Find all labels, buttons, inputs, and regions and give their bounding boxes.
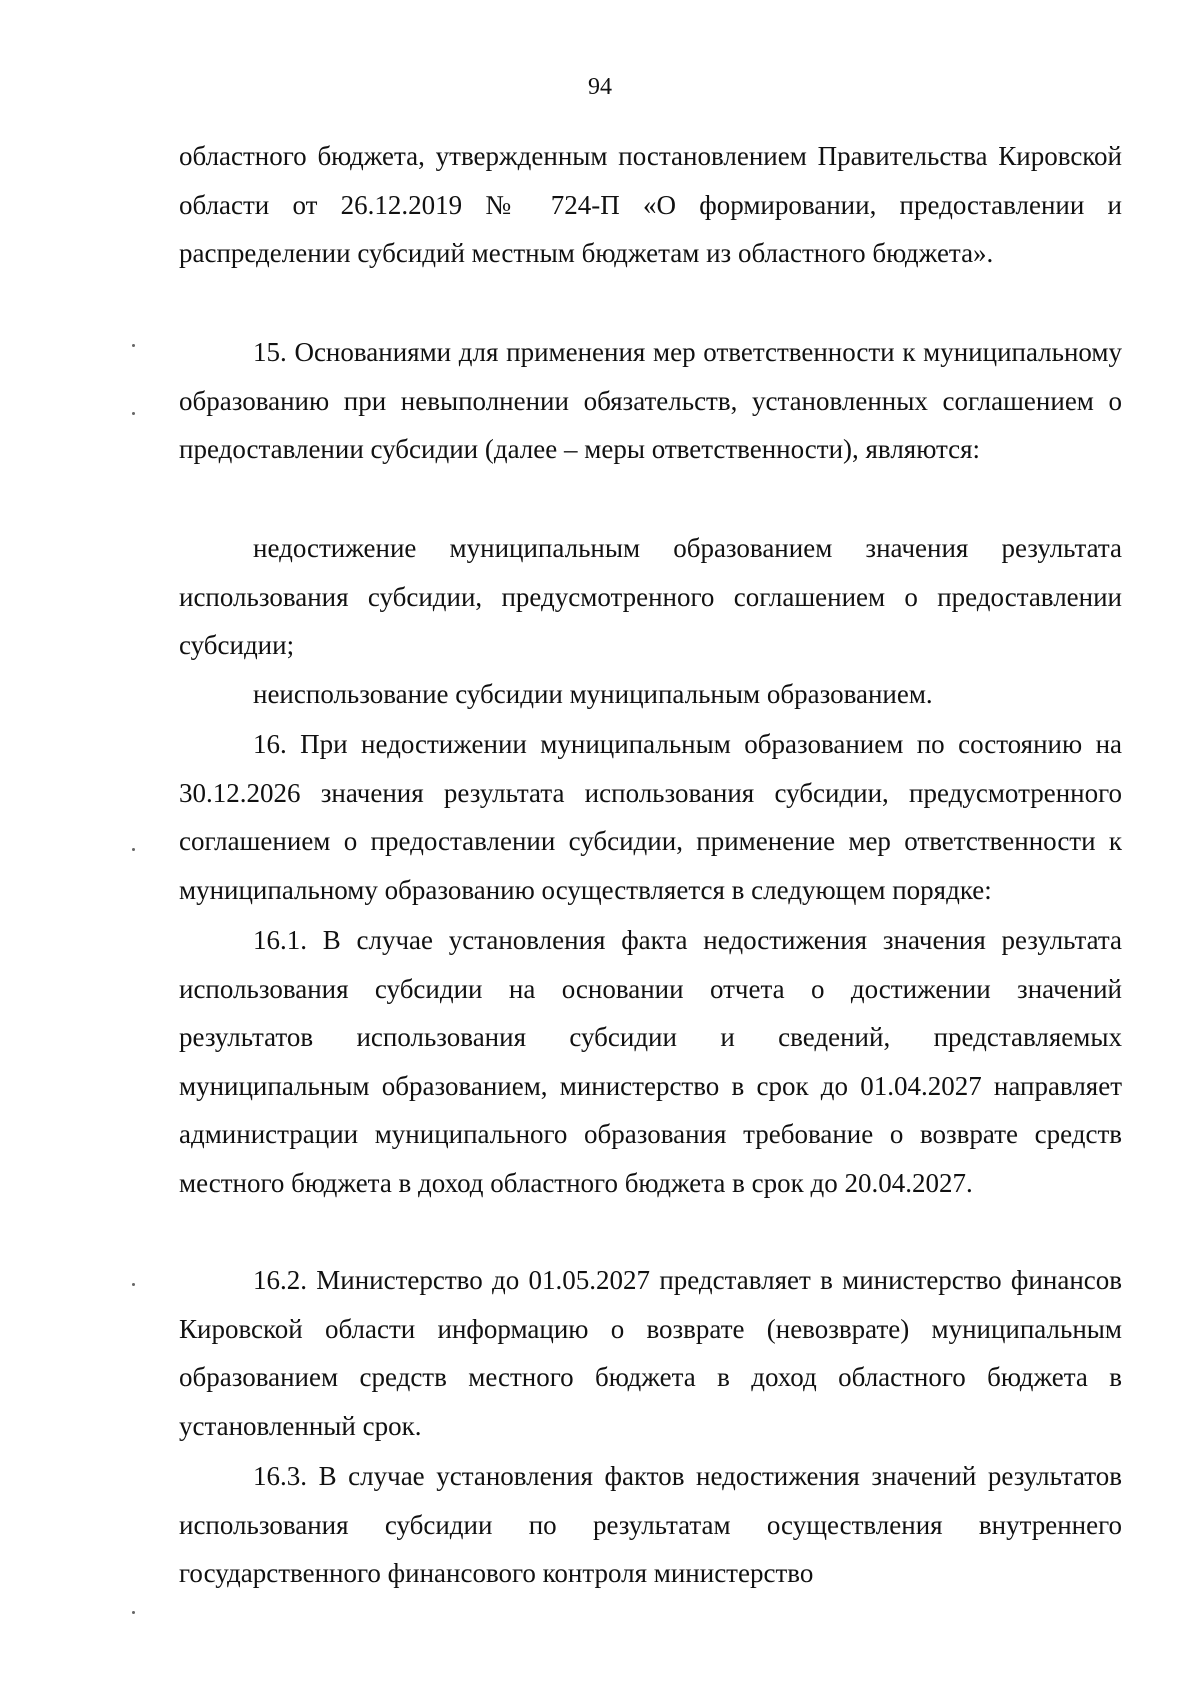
paragraph-item-16-3 — [179, 1452, 1122, 1598]
paragraph-text: неиспользование субсидии муниципальным образованием. — [253, 679, 933, 709]
paragraph-text: 15. Основаниями для применения мер ответственности к муниципальному образованию при невыполнении обязательств, установленных соглашением о предоставлении субсидии (далее – меры ответственности), являются: — [179, 337, 1122, 464]
paragraph-text: 16.2. Министерство до 01.05.2027 представляет в министерство финансов Кировской области информацию о возврате (невозврате) муниципальным образованием средств местного бюджета в доход областного бюджета в установленный срок. — [179, 1265, 1122, 1441]
paragraph-item-16-2 — [179, 1256, 1122, 1450]
paragraph-text: 16. При недостижении муниципальным образованием по состоянию на 30.12.2026 значения результата использования субсидии, предусмотренного соглашением о предоставлении субсидии, применение мер ответственности к муниципальному образованию осуществляется в следующем порядке: — [179, 729, 1122, 905]
paragraph-ground-1 — [179, 524, 1122, 670]
paragraph-continuation — [179, 132, 1122, 278]
scan-speck — [132, 848, 135, 851]
scan-speck — [132, 344, 135, 347]
paragraph-text: 16.3. В случае установления фактов недостижения значений результатов использования субсидии по результатам осуществления внутреннего государственного финансового контроля министерство — [179, 1461, 1122, 1588]
paragraph-item-15 — [179, 328, 1122, 474]
scan-speck — [132, 1283, 135, 1286]
scan-speck — [132, 412, 135, 415]
paragraph-text: недостижение муниципальным образованием значения результата использования субсидии, предусмотренного соглашением о предоставлении субсидии; — [179, 533, 1122, 660]
paragraph-text: областного бюджета, утвержденным постановлением Правительства Кировской области от 26.12.2019 № 724-П «О формировании, предоставлении и распределении субсидий местным бюджетам из областного бюджета». — [179, 141, 1122, 268]
scan-speck — [132, 1611, 135, 1614]
page-number: 94 — [588, 74, 612, 100]
paragraph-ground-2 — [179, 670, 1122, 719]
paragraph-text: 16.1. В случае установления факта недостижения значения результата использования субсидии на основании отчета о достижении значений результатов использования субсидии и сведений, представляемых муниципальным образованием, министерство в срок до 01.04.2027 направляет администрации муниципального образования требование о возврате средств местного бюджета в доход областного бюджета в срок до 20.04.2027. — [179, 925, 1122, 1198]
paragraph-item-16 — [179, 720, 1122, 914]
paragraph-item-16-1 — [179, 916, 1122, 1207]
